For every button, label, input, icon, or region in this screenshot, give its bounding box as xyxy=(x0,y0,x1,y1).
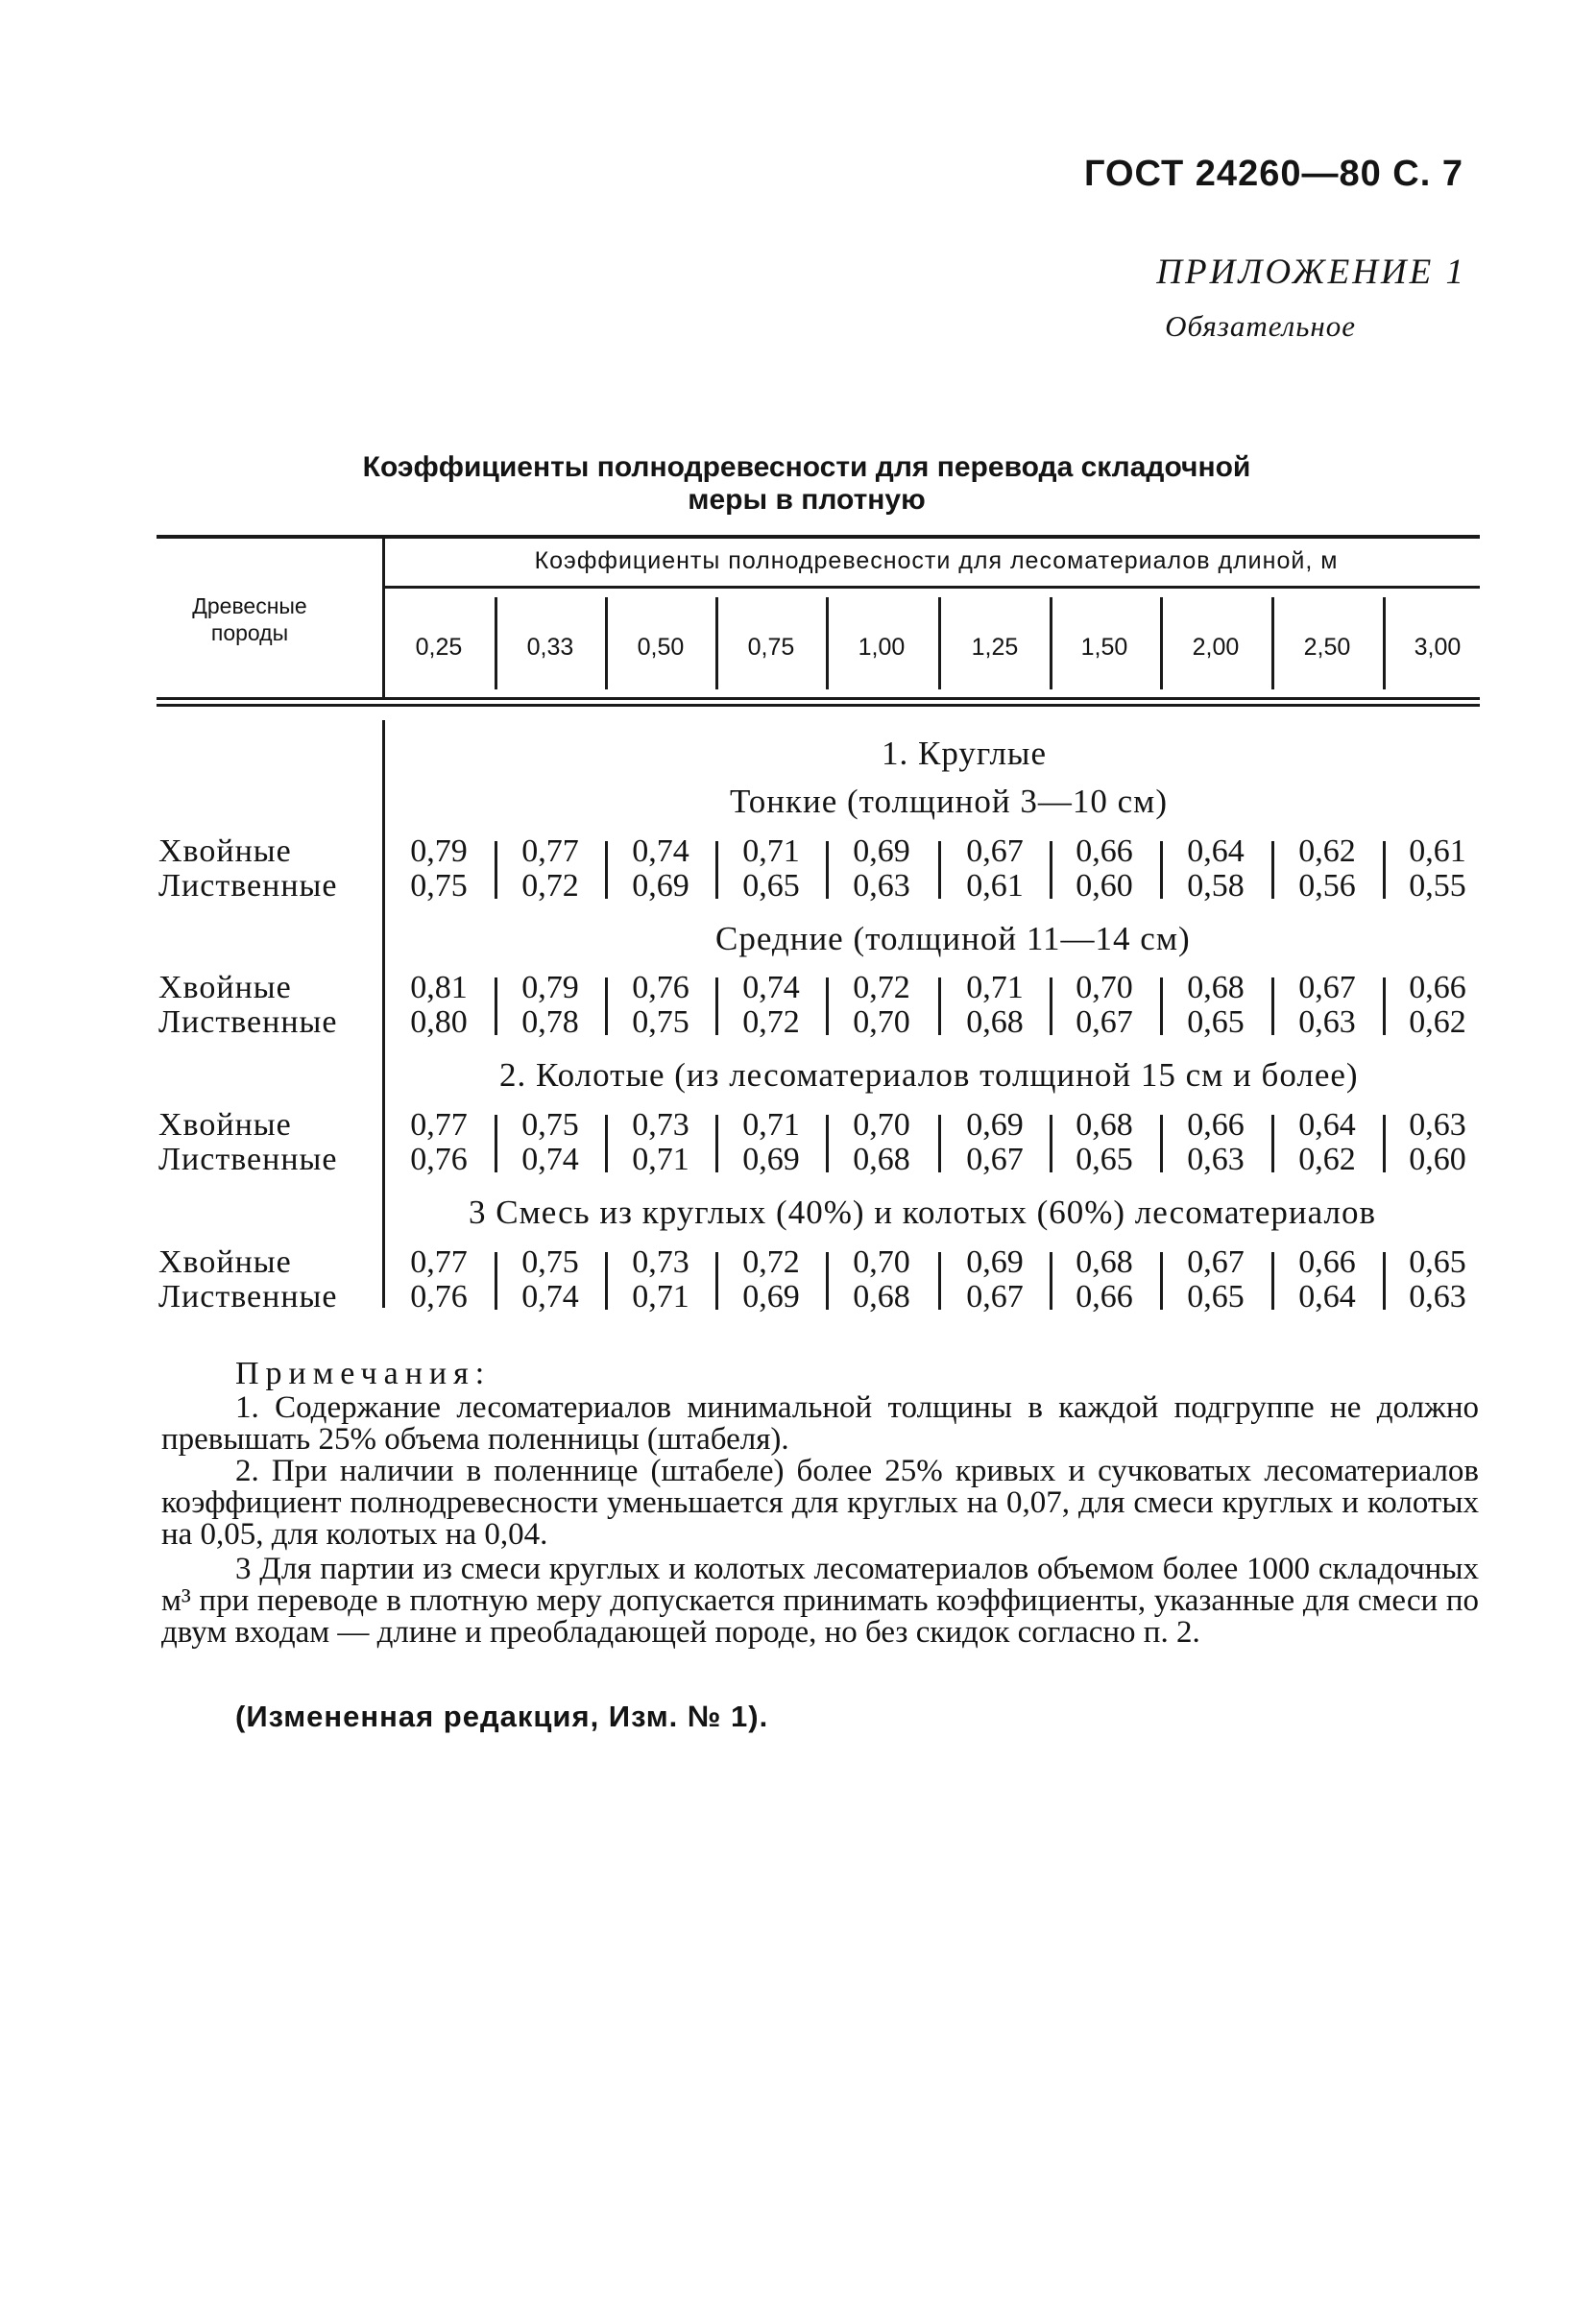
value-column-separator xyxy=(715,841,718,899)
value-column-separator xyxy=(495,977,497,1035)
length-header-separator xyxy=(938,597,941,689)
value-column-separator xyxy=(1050,977,1052,1035)
note-1: 1. Содержание лесоматериалов минимальной толщины в каждой подгруппе не должно превышать 25% объема поленницы (штабеля). xyxy=(161,1390,1479,1457)
length-header-cell: 2,50 xyxy=(1303,634,1351,661)
coefficient-cell: 0,71 xyxy=(632,1142,689,1177)
coefficient-cell: 0,63 xyxy=(1298,1004,1356,1040)
length-header-separator xyxy=(1271,597,1274,689)
value-column-separator xyxy=(826,1115,829,1172)
value-column-separator xyxy=(495,841,497,899)
coefficient-cell: 0,65 xyxy=(1187,1279,1245,1315)
value-column-separator xyxy=(1160,841,1163,899)
appendix-status: Обязательное xyxy=(1165,309,1356,343)
coefficient-cell: 0,71 xyxy=(742,1107,800,1143)
value-column-separator xyxy=(938,977,941,1035)
coefficient-cell: 0,69 xyxy=(966,1244,1024,1280)
coefficient-cell: 0,67 xyxy=(1076,1004,1133,1040)
value-column-separator xyxy=(1160,1115,1163,1172)
species-label: Лиственные xyxy=(158,868,338,904)
coefficient-cell: 0,71 xyxy=(632,1279,689,1315)
coefficient-cell: 0,66 xyxy=(1076,833,1133,869)
coefficient-cell: 0,66 xyxy=(1076,1279,1133,1315)
length-header-separator xyxy=(495,597,497,689)
coefficient-cell: 0,75 xyxy=(521,1107,579,1143)
coefficient-cell: 0,67 xyxy=(1298,970,1356,1005)
value-column-separator xyxy=(605,841,608,899)
coefficient-cell: 0,63 xyxy=(1187,1142,1245,1177)
coefficient-cell: 0,63 xyxy=(1409,1279,1466,1315)
length-header-separator xyxy=(1383,597,1386,689)
value-column-separator xyxy=(605,1115,608,1172)
length-header-cell: 0,50 xyxy=(637,634,685,661)
document-code: ГОСТ 24260—80 С. 7 xyxy=(1083,154,1463,194)
coefficient-cell: 0,63 xyxy=(853,868,910,904)
value-column-separator xyxy=(826,1252,829,1310)
table-title-line-1: Коэффициенты полнодревесности для перевода складочной xyxy=(362,451,1251,483)
length-header-cell: 0,75 xyxy=(747,634,795,661)
value-column-separator xyxy=(605,1252,608,1310)
header-bottom-rule-2 xyxy=(157,704,1480,707)
coefficient-cell: 0,60 xyxy=(1076,868,1133,904)
length-header-separator xyxy=(826,597,829,689)
coefficient-cell: 0,67 xyxy=(966,833,1024,869)
coefficient-cell: 0,74 xyxy=(521,1279,579,1315)
length-header-cell: 0,25 xyxy=(415,634,463,661)
species-column-header: Древесные породы xyxy=(192,593,307,645)
species-label: Хвойные xyxy=(158,833,292,869)
coefficient-cell: 0,55 xyxy=(1409,868,1466,904)
coefficient-cell: 0,58 xyxy=(1187,868,1245,904)
species-label: Хвойные xyxy=(158,970,292,1005)
species-label: Хвойные xyxy=(158,1244,292,1280)
value-column-separator xyxy=(715,977,718,1035)
revision-note: (Измененная редакция, Изм. № 1). xyxy=(235,1700,769,1733)
coefficient-cell: 0,64 xyxy=(1298,1279,1356,1315)
coefficient-cell: 0,75 xyxy=(521,1244,579,1280)
value-column-separator xyxy=(938,841,941,899)
value-column-separator xyxy=(938,1115,941,1172)
coefficient-cell: 0,64 xyxy=(1187,833,1245,869)
coefficient-cell: 0,72 xyxy=(521,868,579,904)
value-column-separator xyxy=(605,977,608,1035)
coefficient-cell: 0,75 xyxy=(632,1004,689,1040)
coefficient-cell: 0,74 xyxy=(742,970,800,1005)
length-header-cell: 3,00 xyxy=(1414,634,1462,661)
coefficient-cell: 0,69 xyxy=(853,833,910,869)
length-header-cell: 1,50 xyxy=(1080,634,1128,661)
species-label: Хвойные xyxy=(158,1107,292,1143)
coefficient-cell: 0,77 xyxy=(410,1244,468,1280)
header-bottom-rule-1 xyxy=(157,697,1480,700)
table-title-line-2: меры в плотную xyxy=(688,484,926,516)
coefficient-cell: 0,74 xyxy=(521,1142,579,1177)
coefficient-cell: 0,64 xyxy=(1298,1107,1356,1143)
coefficient-cell: 0,56 xyxy=(1298,868,1356,904)
note-2: 2. При наличии в поленнице (штабеле) более 25% кривых и сучковатых лесоматериалов коэффициент полнодревесности уменьшается для круглых на 0,07, для смеси круглых и колотых на 0,05, для колотых на 0,04. xyxy=(161,1454,1479,1552)
value-column-separator xyxy=(1050,1115,1052,1172)
coefficient-cell: 0,76 xyxy=(410,1142,468,1177)
appendix-title: ПРИЛОЖЕНИЕ 1 xyxy=(1156,253,1466,292)
coefficient-cell: 0,67 xyxy=(966,1142,1024,1177)
coefficient-cell: 0,70 xyxy=(853,1244,910,1280)
coefficient-cell: 0,63 xyxy=(1409,1107,1466,1143)
coefficient-cell: 0,65 xyxy=(742,868,800,904)
value-column-separator xyxy=(1383,841,1386,899)
notes-heading: Примечания: xyxy=(235,1356,492,1391)
species-label: Лиственные xyxy=(158,1004,338,1040)
coefficient-cell: 0,65 xyxy=(1076,1142,1133,1177)
species-label: Лиственные xyxy=(158,1279,338,1315)
note-3: 3 Для партии из смеси круглых и колотых лесоматериалов объемом более 1000 складочных м³ при переводе в плотную меру допускается принимать коэффициенты, указанные для смеси по двум входам — длине и преобладающей породе, но без скидок согласно п. 2. xyxy=(161,1552,1479,1650)
coefficient-cell: 0,68 xyxy=(966,1004,1024,1040)
length-header-cell: 0,33 xyxy=(526,634,574,661)
coefficient-column-header: Коэффициенты полнодревесности для лесоматериалов длиной, м xyxy=(534,547,1339,574)
coefficient-cell: 0,66 xyxy=(1187,1107,1245,1143)
header-divider-rule xyxy=(384,586,1480,589)
value-column-separator xyxy=(1271,1252,1274,1310)
table-top-rule xyxy=(157,535,1480,539)
coefficient-cell: 0,73 xyxy=(632,1244,689,1280)
value-column-separator xyxy=(938,1252,941,1310)
coefficient-cell: 0,75 xyxy=(410,868,468,904)
coefficient-cell: 0,67 xyxy=(966,1279,1024,1315)
coefficient-cell: 0,76 xyxy=(632,970,689,1005)
coefficient-cell: 0,72 xyxy=(742,1004,800,1040)
section-mix: 3 Смесь из круглых (40%) и колотых (60%) лесоматериалов xyxy=(469,1194,1376,1231)
coefficient-cell: 0,81 xyxy=(410,970,468,1005)
coefficient-cell: 0,71 xyxy=(742,833,800,869)
coefficient-cell: 0,68 xyxy=(1076,1107,1133,1143)
subsection-thin: Тонкие (толщиной 3—10 см) xyxy=(730,783,1168,820)
value-column-separator xyxy=(1383,1115,1386,1172)
coefficient-cell: 0,60 xyxy=(1409,1142,1466,1177)
coefficient-cell: 0,78 xyxy=(521,1004,579,1040)
value-column-separator xyxy=(1271,841,1274,899)
table-title xyxy=(240,451,1373,517)
coefficient-cell: 0,73 xyxy=(632,1107,689,1143)
coefficient-cell: 0,80 xyxy=(410,1004,468,1040)
coefficient-cell: 0,67 xyxy=(1187,1244,1245,1280)
coefficient-cell: 0,68 xyxy=(1187,970,1245,1005)
coefficient-cell: 0,62 xyxy=(1298,833,1356,869)
coefficient-cell: 0,68 xyxy=(1076,1244,1133,1280)
length-header-separator xyxy=(715,597,718,689)
coefficient-cell: 0,79 xyxy=(410,833,468,869)
coefficient-cell: 0,62 xyxy=(1409,1004,1466,1040)
value-column-separator xyxy=(826,977,829,1035)
species-label: Лиственные xyxy=(158,1142,338,1177)
coefficient-cell: 0,70 xyxy=(853,1107,910,1143)
coefficient-cell: 0,65 xyxy=(1409,1244,1466,1280)
coefficient-cell: 0,66 xyxy=(1409,970,1466,1005)
coefficient-cell: 0,77 xyxy=(410,1107,468,1143)
value-column-separator xyxy=(1050,1252,1052,1310)
value-column-separator xyxy=(1271,1115,1274,1172)
value-column-separator xyxy=(495,1115,497,1172)
coefficient-cell: 0,72 xyxy=(742,1244,800,1280)
coefficient-cell: 0,79 xyxy=(521,970,579,1005)
coefficient-cell: 0,61 xyxy=(966,868,1024,904)
length-header-separator xyxy=(1050,597,1052,689)
length-header-cell: 2,00 xyxy=(1192,634,1240,661)
value-column-separator xyxy=(1271,977,1274,1035)
value-column-separator xyxy=(495,1252,497,1310)
value-column-separator xyxy=(715,1115,718,1172)
coefficient-cell: 0,69 xyxy=(742,1279,800,1315)
value-column-separator xyxy=(1160,977,1163,1035)
subsection-medium: Средние (толщиной 11—14 см) xyxy=(715,920,1191,957)
coefficient-cell: 0,71 xyxy=(966,970,1024,1005)
coefficient-cell: 0,77 xyxy=(521,833,579,869)
coefficient-cell: 0,69 xyxy=(966,1107,1024,1143)
section-split: 2. Колотые (из лесоматериалов толщиной 15 см и более) xyxy=(499,1056,1359,1094)
value-column-separator xyxy=(1160,1252,1163,1310)
header-species-divider xyxy=(382,539,385,699)
coefficient-cell: 0,69 xyxy=(742,1142,800,1177)
value-column-separator xyxy=(1383,1252,1386,1310)
coefficient-cell: 0,68 xyxy=(853,1142,910,1177)
value-column-separator xyxy=(1050,841,1052,899)
coefficient-cell: 0,70 xyxy=(853,1004,910,1040)
value-column-separator xyxy=(826,841,829,899)
section-round: 1. Круглые xyxy=(882,735,1047,772)
value-column-separator xyxy=(715,1252,718,1310)
coefficient-cell: 0,61 xyxy=(1409,833,1466,869)
length-header-separator xyxy=(605,597,608,689)
coefficient-cell: 0,62 xyxy=(1298,1142,1356,1177)
coefficient-cell: 0,72 xyxy=(853,970,910,1005)
coefficient-cell: 0,65 xyxy=(1187,1004,1245,1040)
coefficient-cell: 0,69 xyxy=(632,868,689,904)
coefficient-cell: 0,66 xyxy=(1298,1244,1356,1280)
coefficient-cell: 0,68 xyxy=(853,1279,910,1315)
length-header-separator xyxy=(1160,597,1163,689)
value-column-separator xyxy=(1383,977,1386,1035)
length-header-cell: 1,00 xyxy=(858,634,906,661)
length-header-cell: 1,25 xyxy=(971,634,1019,661)
coefficient-cell: 0,74 xyxy=(632,833,689,869)
coefficient-cell: 0,76 xyxy=(410,1279,468,1315)
coefficient-cell: 0,70 xyxy=(1076,970,1133,1005)
